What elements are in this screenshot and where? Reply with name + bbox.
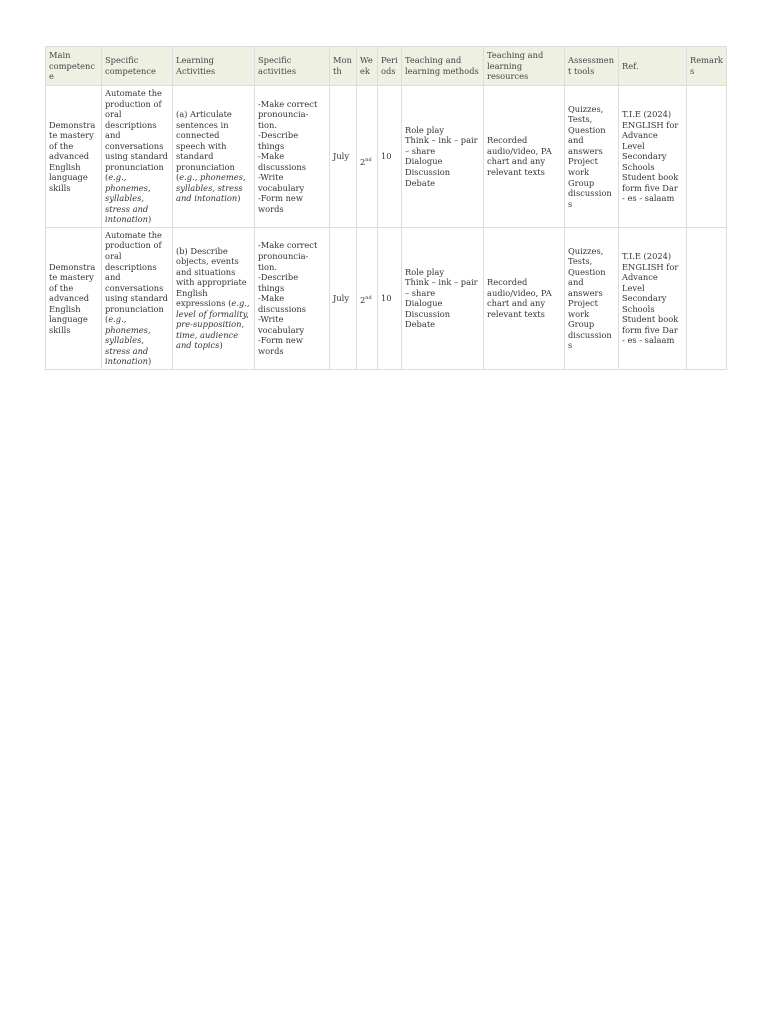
- header-specific-competence: Specific competence: [102, 47, 173, 86]
- method-item: Think – ink – pair – share: [405, 277, 478, 298]
- assessment-item: Project work: [568, 298, 599, 319]
- method-item: Role play: [405, 124, 445, 135]
- header-learning-activities: Learning Activities: [173, 47, 255, 86]
- ref-cell: T.I.E (2024) ENGLISH for Advance Level Secondary Schools Student book form five Dar - es - salaam: [619, 227, 687, 369]
- month-cell: July: [330, 86, 357, 228]
- assessment-item: Tests,: [568, 256, 593, 267]
- remarks-cell: [687, 227, 727, 369]
- assessment-item: Question and answers: [568, 266, 606, 298]
- assessment-item: Question and answers: [568, 124, 606, 156]
- table-row: [46, 86, 727, 228]
- methods-cell: [402, 227, 484, 369]
- header-ref: Ref.: [619, 47, 687, 86]
- specific-activity-item: -Form new words: [258, 335, 303, 356]
- specific-activity-item: -Form new words: [258, 193, 303, 214]
- header-methods: Teaching and learning methods: [402, 47, 484, 86]
- method-item: Debate: [405, 177, 436, 188]
- method-item: Role play: [405, 266, 445, 277]
- assessment-item: Group discussions: [568, 177, 612, 209]
- learning-activity-cell: [173, 227, 255, 369]
- periods-cell: 10: [378, 227, 402, 369]
- header-main-competence: Main competence: [46, 47, 102, 86]
- specific-competence-close: ): [147, 214, 152, 225]
- week-number: 2: [360, 157, 366, 168]
- specific-activity-item: -Describe things: [258, 272, 299, 293]
- method-item: Think – ink – pair – share: [405, 135, 478, 156]
- specific-activity-item: -Make discussions: [258, 293, 306, 314]
- learning-activity-close: ): [219, 340, 223, 351]
- ref-cell: T.I.E (2024) ENGLISH for Advance Level Secondary Schools Student book form five Dar - es - salaam: [619, 86, 687, 228]
- learning-activity-cell: [173, 86, 255, 228]
- header-specific-activities: Specific activities: [255, 47, 330, 86]
- learning-activity-text: (b) Describe objects, events and situations with appropriate English expressions (: [176, 245, 247, 309]
- learning-activity-close: ): [237, 193, 241, 204]
- specific-activities-cell: [255, 227, 330, 369]
- specific-competence-text: Automate the production of oral descriptions and conversations using standard pronunciation (: [105, 229, 168, 325]
- methods-cell: [402, 86, 484, 228]
- specific-competence-cell: [102, 227, 173, 369]
- method-item: Dialogue: [405, 156, 443, 167]
- resources-cell: Recorded audio/video, PA chart and any relevant texts: [484, 86, 565, 228]
- scheme-of-work-table: [45, 46, 727, 370]
- assessment-item: Quizzes,: [568, 103, 604, 114]
- method-item: Debate: [405, 319, 436, 330]
- specific-competence-text: Automate the production of oral descriptions and conversations using standard pronunciation (: [105, 88, 168, 183]
- method-item: Discussion: [405, 308, 451, 319]
- header-week: Week: [357, 47, 378, 86]
- specific-activity-item: -Make correct pronouncia-tion.: [258, 240, 318, 272]
- month-cell: July: [330, 227, 357, 369]
- specific-activity-item: -Make discussions: [258, 151, 306, 172]
- assessment-item: Tests,: [568, 114, 593, 125]
- main-competence-cell: Demonstrate mastery of the advanced English language skills: [46, 86, 102, 228]
- header-assessment: Assessment tools: [565, 47, 619, 86]
- method-item: Discussion: [405, 166, 451, 177]
- week-suffix: nd: [365, 295, 372, 302]
- remarks-cell: [687, 86, 727, 228]
- header-row: [46, 47, 727, 86]
- assessment-item: Project work: [568, 156, 599, 177]
- assessment-item: Group discussions: [568, 319, 612, 351]
- week-suffix: nd: [365, 157, 372, 164]
- header-month: Month: [330, 47, 357, 86]
- main-competence-cell: Demonstrate mastery of the advanced English language skills: [46, 227, 102, 369]
- specific-competence-examples: e.g., phonemes, syllables, stress and intonation: [105, 314, 151, 367]
- header-periods: Periods: [378, 47, 402, 86]
- specific-activity-item: -Write vocabulary: [258, 172, 305, 193]
- learning-activity-examples: e.g., phonemes, syllables, stress and intonation: [176, 172, 246, 204]
- assessment-cell: [565, 86, 619, 228]
- table-row: [46, 227, 727, 369]
- specific-activity-item: -Make correct pronouncia-tion.: [258, 98, 318, 130]
- specific-activity-item: -Describe things: [258, 130, 299, 151]
- header-remarks: Remarks: [687, 47, 727, 86]
- specific-competence-examples: e.g., phonemes, syllables, stress and intonation: [105, 172, 151, 225]
- resources-cell: Recorded audio/video, PA chart and any relevant texts: [484, 227, 565, 369]
- learning-activity-text: (a) Articulate sentences in connected speech with standard pronunciation (: [176, 109, 235, 183]
- periods-cell: 10: [378, 86, 402, 228]
- specific-activities-cell: [255, 86, 330, 228]
- specific-competence-cell: [102, 86, 173, 228]
- week-cell: [357, 86, 378, 228]
- learning-activity-examples: e.g., level of formality, pre-supposition, time, audience and topics: [176, 298, 250, 351]
- week-cell: [357, 227, 378, 369]
- week-number: 2: [360, 295, 366, 306]
- assessment-item: Quizzes,: [568, 245, 604, 256]
- method-item: Dialogue: [405, 298, 443, 309]
- assessment-cell: [565, 227, 619, 369]
- header-resources: Teaching and learning resources: [484, 47, 565, 86]
- specific-competence-close: ): [147, 356, 152, 367]
- specific-activity-item: -Write vocabulary: [258, 314, 305, 335]
